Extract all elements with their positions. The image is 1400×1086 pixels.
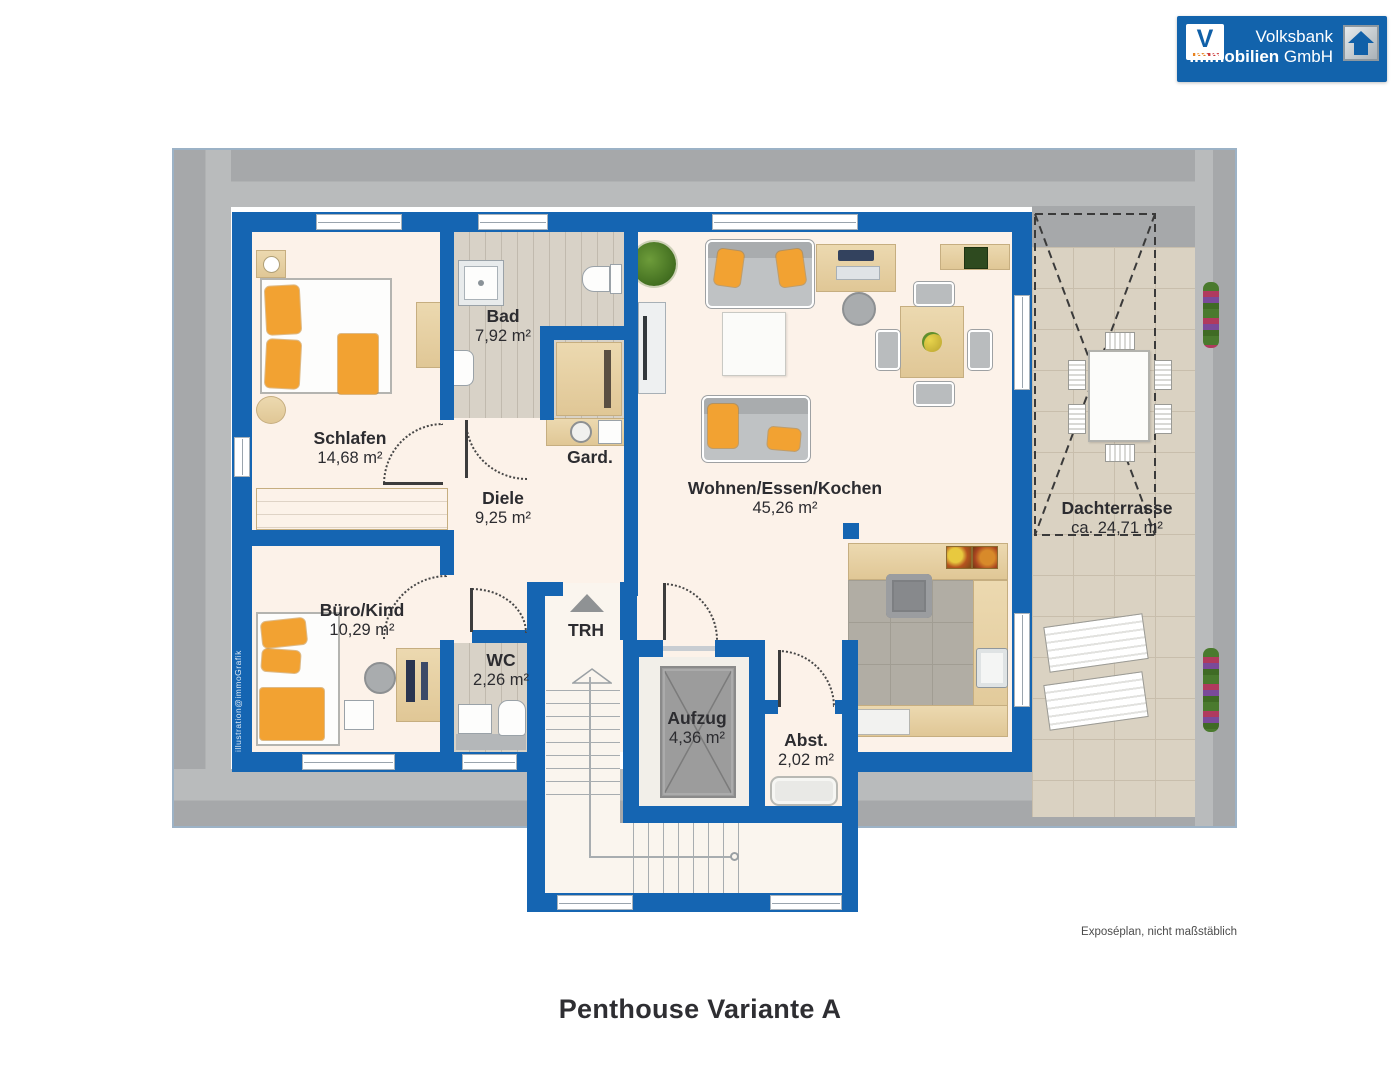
kitchen-pillar bbox=[843, 523, 859, 539]
desk-chair-icon bbox=[364, 662, 396, 694]
room-name: Abst. bbox=[784, 730, 828, 750]
terrace-chair bbox=[1068, 404, 1086, 434]
wall-vestibule-stub-right bbox=[620, 582, 637, 596]
wall-living-west bbox=[624, 232, 638, 596]
sofa-cushion bbox=[776, 248, 807, 287]
room-label-bad bbox=[475, 306, 531, 346]
room-name: WC bbox=[486, 650, 516, 670]
terrace-chair bbox=[1105, 444, 1135, 462]
logo-line2-bold: Immobilien bbox=[1189, 47, 1280, 66]
trh-direction-triangle bbox=[570, 594, 604, 612]
room-area: 10,29 m² bbox=[329, 621, 395, 639]
volksbank-logo bbox=[1177, 16, 1387, 82]
wc-toilet-icon bbox=[498, 700, 526, 736]
window bbox=[302, 754, 395, 770]
room-label-wohnen bbox=[688, 478, 882, 518]
room-label-schlafen bbox=[314, 428, 387, 468]
daybed-blanket bbox=[260, 688, 324, 740]
wall-bath-west bbox=[440, 232, 454, 420]
room-area: 14,68 m² bbox=[317, 449, 383, 467]
wall-bedroom-south bbox=[232, 530, 454, 546]
round-side-table bbox=[256, 396, 286, 424]
wall-shaft-bottom bbox=[623, 806, 858, 823]
elevator-door-line bbox=[663, 646, 715, 651]
room-label-aufzug bbox=[667, 708, 726, 748]
room-name: Gard. bbox=[567, 447, 613, 467]
wall-garderobe-west bbox=[540, 326, 554, 420]
monitor-icon bbox=[406, 660, 415, 702]
window bbox=[770, 895, 842, 910]
terrace-door-window bbox=[1014, 613, 1030, 707]
room-name: Wohnen/Essen/Kochen bbox=[687, 478, 883, 498]
bed-pillow bbox=[265, 285, 301, 335]
illustrator-watermark: illustration@immoGrafik bbox=[233, 650, 243, 752]
room-label-wc bbox=[473, 650, 529, 690]
room-label-dachterrasse bbox=[1062, 498, 1173, 538]
house-arrow-icon bbox=[1343, 25, 1379, 61]
daybed-pillow bbox=[261, 649, 300, 674]
door-leaf-storage bbox=[778, 650, 781, 707]
dining-chair bbox=[876, 330, 900, 370]
room-name: TRH bbox=[568, 620, 604, 640]
stair-railing bbox=[589, 677, 591, 858]
window bbox=[1014, 295, 1030, 390]
bath-sink-icon bbox=[452, 350, 474, 386]
side-table bbox=[344, 700, 374, 730]
wardrobe bbox=[256, 488, 448, 530]
fruit-tray-icon bbox=[946, 546, 972, 569]
logo-line1: Volksbank bbox=[1255, 27, 1333, 46]
lamp-icon bbox=[263, 256, 280, 273]
room-label-abst bbox=[778, 730, 834, 770]
v-letter: V bbox=[1196, 25, 1214, 53]
sofa-cushion bbox=[767, 427, 801, 452]
room-label-trh bbox=[568, 620, 604, 640]
room-area: 7,92 m² bbox=[475, 327, 531, 345]
window bbox=[234, 437, 250, 477]
room-name: Dachterrasse bbox=[1061, 498, 1173, 518]
daybed-pillow bbox=[261, 618, 307, 648]
wall-office-east-b bbox=[440, 640, 454, 752]
toilet-tank bbox=[610, 264, 622, 294]
house-arrow-svg bbox=[1345, 27, 1377, 59]
stairs-up-arrow-icon bbox=[572, 668, 612, 685]
sofa-cushion bbox=[714, 248, 745, 287]
stair-treads-lower bbox=[633, 823, 743, 893]
room-area: 45,26 m² bbox=[752, 499, 818, 517]
laptop-icon bbox=[838, 250, 874, 261]
planter-box-icon bbox=[964, 247, 988, 269]
wall-office-east-a bbox=[440, 546, 454, 575]
bed-blanket bbox=[338, 334, 378, 394]
roof-band-top bbox=[174, 150, 1235, 207]
tv-icon bbox=[643, 316, 647, 380]
door-leaf-wc bbox=[470, 588, 473, 632]
window bbox=[557, 895, 633, 910]
wall-stairwell-right bbox=[842, 640, 858, 912]
wall-shaft-right bbox=[749, 640, 765, 806]
office-desk bbox=[396, 648, 444, 722]
storage-box bbox=[770, 776, 838, 806]
dining-chair bbox=[914, 282, 954, 306]
door-leaf-bedroom bbox=[383, 482, 443, 485]
logo-text bbox=[1189, 27, 1333, 67]
terrace-chair bbox=[1105, 332, 1135, 350]
terrace-dining-table bbox=[1088, 350, 1150, 442]
flower-planter bbox=[1203, 648, 1219, 732]
logo-line2 bbox=[1189, 47, 1333, 67]
room-area: 2,26 m² bbox=[473, 671, 529, 689]
window bbox=[712, 214, 858, 230]
room-label-buero bbox=[320, 600, 405, 640]
terrace-chair bbox=[1154, 360, 1172, 390]
stair-treads-upper bbox=[546, 690, 620, 806]
stair-railing bbox=[589, 856, 735, 858]
room-name: Büro/Kind bbox=[319, 600, 405, 620]
room-label-diele bbox=[475, 488, 531, 528]
window bbox=[462, 754, 517, 770]
desk-chair-icon bbox=[842, 292, 876, 326]
room-label-garderobe bbox=[567, 447, 613, 467]
toilet-icon bbox=[582, 266, 610, 292]
disclaimer-text: Exposéplan, nicht maßstäblich bbox=[1081, 926, 1237, 938]
sofa-cushion bbox=[708, 404, 738, 448]
wall-abst-stub-left bbox=[765, 700, 778, 714]
room-area: 9,25 m² bbox=[475, 509, 531, 527]
terrace-chair bbox=[1068, 360, 1086, 390]
garderobe-wardrobe bbox=[556, 342, 622, 416]
wardrobe-slot bbox=[604, 350, 611, 408]
room-name: Bad bbox=[486, 306, 520, 326]
room-area: 4,36 m² bbox=[669, 729, 725, 747]
wc-sill bbox=[456, 734, 526, 750]
dining-chair bbox=[914, 382, 954, 406]
flower-planter bbox=[1203, 282, 1219, 348]
dining-chair bbox=[968, 330, 992, 370]
coffee-table bbox=[722, 312, 786, 376]
wall-trh-right bbox=[620, 596, 637, 640]
roof-band-left bbox=[174, 150, 231, 826]
laundry-box bbox=[598, 420, 622, 444]
logo-line2-rest: GmbH bbox=[1279, 47, 1333, 66]
wc-sink-icon bbox=[458, 704, 492, 734]
dishwasher bbox=[852, 709, 910, 735]
keyboard-icon bbox=[836, 266, 880, 280]
door-leaf-living bbox=[663, 583, 666, 640]
wall-bottom-right bbox=[858, 752, 1032, 772]
room-area: 2,02 m² bbox=[778, 751, 834, 769]
room-name: Schlafen bbox=[313, 428, 387, 448]
wall-stairwell-left bbox=[527, 582, 545, 912]
door-leaf-bath bbox=[465, 420, 468, 478]
terrace-chair bbox=[1154, 404, 1172, 434]
shower-drain-icon bbox=[478, 280, 484, 286]
room-name: Aufzug bbox=[667, 708, 727, 728]
wall-shaft-left bbox=[623, 640, 639, 823]
room-name: Diele bbox=[482, 488, 524, 508]
window bbox=[478, 214, 548, 230]
plant-icon bbox=[632, 242, 676, 286]
room-area: ca. 24,71 m² bbox=[1071, 519, 1163, 537]
wall-abst-stub-right bbox=[835, 700, 858, 714]
stove-icon bbox=[886, 574, 932, 618]
vegetable-tray-icon bbox=[972, 546, 998, 569]
plan-title: Penthouse Variante A bbox=[558, 994, 842, 1024]
kitchen-sink-icon bbox=[976, 648, 1008, 688]
fruit-bowl-icon bbox=[922, 332, 942, 352]
washer-icon bbox=[570, 421, 592, 443]
railing-post bbox=[730, 852, 739, 861]
monitor-icon bbox=[421, 662, 428, 700]
window bbox=[316, 214, 402, 230]
bed-pillow bbox=[265, 339, 301, 389]
